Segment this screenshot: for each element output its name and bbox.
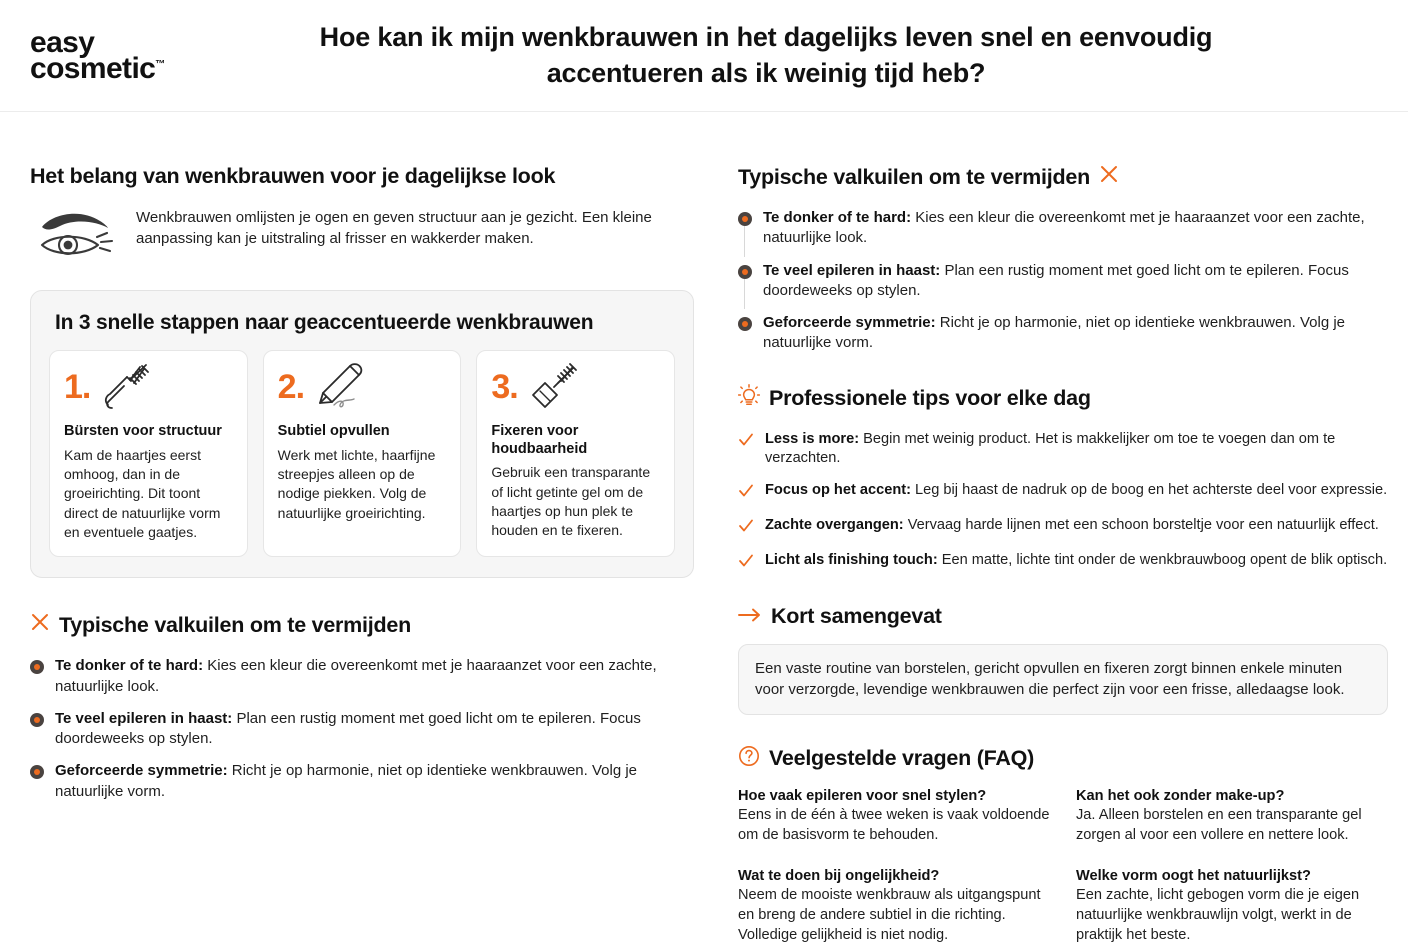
left-pitfalls-heading-label: Typische valkuilen om te vermijden: [59, 612, 411, 637]
faq-item-4: [1076, 867, 1388, 945]
bullet-dot-icon: [30, 660, 44, 674]
steps-panel-title: In 3 snelle stappen naar geaccentueerde wenkbrauwen: [55, 311, 594, 334]
list-item: [738, 510, 1388, 545]
summary-box: [738, 644, 1388, 715]
question-mark-circle-icon: [738, 745, 760, 773]
tip-4-body: Een matte, lichte tint onder de wenkbrauwboog opent de blik optisch.: [937, 551, 1388, 568]
bullet-dot-icon: [738, 265, 752, 279]
tip-3-text: [765, 516, 1379, 536]
steps-row: [49, 350, 675, 557]
tip-4-label: Licht als finishing touch:: [765, 551, 938, 568]
right-pitfall-1-body: Kies een kleur die overeenkomt met je haaraanzet voor een zachte, natuurlijke look.: [763, 209, 1365, 247]
step-2-body: Werk met lichte, haarfijne streepjes alleen op de nodige piekken. Volg de natuurlijke groeirichting.: [277, 446, 436, 521]
left-pitfall-3-body: Richt je op harmonie, niet op identieke wenkbrauwen. Volg je natuurlijke vorm.: [55, 762, 638, 800]
step-1-head: [64, 363, 233, 411]
tip-3-label: Zachte overgangen:: [765, 516, 904, 533]
arrow-right-icon: [738, 604, 762, 629]
left-pitfall-2-label: Te veel epileren in haast:: [55, 709, 233, 727]
faq-question-1: Hoe vaak epileren voor snel stylen?: [738, 787, 987, 804]
right-pitfall-3-body: Richt je op harmonie, niet op identieke wenkbrauwen. Volg je natuurlijke vorm.: [763, 314, 1346, 352]
step-3-number: 3.: [491, 368, 518, 406]
spoolie-brush-icon: [100, 361, 154, 414]
faq-heading-label: Veelgestelde vragen (FAQ): [769, 746, 1034, 771]
left-pitfall-2-text: [55, 709, 694, 750]
left-pitfalls-heading: [30, 612, 694, 638]
tip-2-label: Focus op het accent:: [765, 481, 911, 498]
list-item: [30, 650, 694, 703]
check-icon: [738, 483, 754, 504]
step-2-title: Subtiel opvullen: [277, 423, 390, 439]
faq-answer-4: Een zachte, licht gebogen vorm die je eigen natuurlijke wenkbrauwlijn volgt, werkt in de praktijk het beste.: [1076, 887, 1360, 943]
tip-3-body: Vervaag harde lijnen met een schoon borsteltje voor een natuurlijk effect.: [903, 516, 1379, 533]
check-icon: [738, 518, 754, 539]
intro-block: [30, 207, 694, 266]
list-item: [738, 475, 1388, 510]
close-x-icon: [30, 612, 50, 638]
left-pitfall-3-text: [55, 761, 694, 802]
step-3-title: Fixeren voor houdbaarheid: [491, 423, 588, 457]
summary-heading-label: Kort samengevat: [771, 603, 942, 628]
check-icon: [738, 553, 754, 574]
right-pitfall-1-label: Te donker of te hard:: [763, 209, 912, 226]
left-pitfalls-list: [30, 650, 694, 808]
pencil-icon: [314, 361, 368, 414]
right-pitfall-2-text: [763, 261, 1388, 302]
faq-item-1: [738, 787, 1050, 845]
faq-question-3: Wat te doen bij ongelijkheid?: [738, 868, 940, 885]
bullet-dot-icon: [738, 317, 752, 331]
right-pitfalls-heading: [738, 164, 1388, 190]
summary-text: Een vaste routine van borstelen, gericht opvullen en fixeren zorgt binnen enkele minuten voor verzorgde, levendige wenkbrauwen die perfect zijn voor een frisse, alledaagse look.: [755, 659, 1345, 698]
importance-heading: Het belang van wenkbrauwen voor je dagelijkse look: [30, 164, 556, 188]
intro-text: Wenkbrauwen omlijsten je ogen en geven structuur aan je gezicht. Een kleine aanpassing kan je uitstraling al frisser en wakkerder maken.: [136, 209, 652, 248]
check-icon: [738, 432, 754, 453]
bullet-dot-icon: [738, 212, 752, 226]
list-item: [738, 307, 1388, 360]
tips-heading: [738, 384, 1388, 414]
step-card-1: [49, 350, 248, 557]
faq-question-2: Kan het ook zonder make-up?: [1076, 787, 1285, 804]
brow-gel-wand-icon: [528, 361, 582, 414]
brand-logo-line2: cosmetic™: [30, 51, 166, 85]
faq-answer-2: Ja. Alleen borstelen en een transparante gel zorgen al voor een vollere en nettere look.: [1076, 807, 1362, 843]
tip-2-body: Leg bij haast de nadruk op de boog en het achterste deel voor expressie.: [910, 481, 1388, 498]
right-pitfalls-list: [738, 202, 1388, 360]
tip-1-label: Less is more:: [765, 430, 860, 447]
eye-brow-icon: [38, 207, 120, 266]
list-connector-line: [744, 226, 745, 257]
faq-item-3: [738, 867, 1050, 945]
right-pitfall-3-label: Geforceerde symmetrie:: [763, 314, 936, 331]
brand-logo: [30, 25, 240, 85]
right-pitfalls-heading-label: Typische valkuilen om te vermijden: [738, 164, 1090, 189]
tips-list: [738, 424, 1388, 580]
left-pitfall-1-label: Te donker of te hard:: [55, 657, 204, 675]
step-2-head: [278, 363, 447, 411]
close-x-icon: [1099, 164, 1119, 190]
bullet-dot-icon: [30, 765, 44, 779]
tips-heading-label: Professionele tips voor elke dag: [769, 386, 1091, 410]
tip-4-text: [765, 551, 1387, 571]
step-1-body: Kam de haartjes eerst omhoog, dan in de groeirichting. Dit toont direct de natuurlijke vorm en eventuele gaatjes.: [64, 446, 221, 540]
left-pitfall-2-body: Plan een rustig moment met goed licht om te epileren. Focus doordeweeks op stylen.: [55, 709, 641, 747]
left-pitfall-1-body: Kies een kleur die overeenkomt met je haaraanzet voor een zachte, natuurlijke look.: [55, 657, 657, 695]
step-1-title: Bürsten voor structuur: [64, 423, 222, 439]
left-pitfall-3-label: Geforceerde symmetrie:: [55, 762, 228, 780]
faq-grid: [738, 787, 1388, 945]
step-3-head: [491, 363, 660, 411]
list-item: [738, 424, 1388, 475]
trademark-symbol: ™: [155, 58, 166, 70]
right-pitfall-2-body: Plan een rustig moment met goed licht om te epileren. Focus doordeweeks op stylen.: [763, 261, 1349, 299]
tip-1-body: Begin met weinig product. Het is makkelijker om toe te voegen dan om te verzachten.: [765, 430, 1336, 467]
list-item: [738, 202, 1388, 255]
step-2-number: 2.: [277, 368, 305, 406]
faq-question-4: Welke vorm oogt het natuurlijkst?: [1076, 868, 1311, 885]
brand-logo-line1: easy: [30, 25, 95, 59]
right-pitfall-3-text: [763, 313, 1388, 354]
bullet-dot-icon: [30, 713, 44, 727]
left-column: [30, 164, 694, 808]
steps-panel: [30, 290, 694, 578]
step-1-number: 1.: [64, 368, 91, 406]
tip-1-text: [765, 430, 1388, 469]
lightbulb-icon: [738, 384, 760, 414]
list-item: [30, 703, 694, 756]
faq-answer-3: Neem de mooiste wenkbrauw als uitgangspunt en breng de andere subtiel in die richting. Volledige gelijkheid is niet nodig.: [738, 887, 1041, 943]
tip-2-text: [765, 481, 1387, 501]
step-card-3: [476, 350, 675, 557]
list-item: [738, 255, 1388, 308]
list-connector-line: [744, 279, 745, 310]
left-pitfall-1-text: [55, 656, 694, 697]
list-item: [738, 545, 1388, 580]
page-header: [0, 0, 1408, 112]
step-card-2: [263, 350, 462, 557]
faq-answer-1: Eens in de één à twee weken is vaak voldoende om de basisvorm te behouden.: [738, 807, 1050, 843]
right-pitfall-2-label: Te veel epileren in haast:: [763, 261, 941, 279]
summary-heading: [738, 604, 1388, 629]
page-title: Hoe kan ik mijn wenkbrauwen in het dagelijks leven snel en eenvoudig accentueren als ik weinig tijd heb?: [319, 22, 1213, 88]
right-pitfall-1-text: [763, 208, 1388, 249]
step-3-body: Gebruik een transparante of licht getinte gel om de haartjes op hun plek te houden en te fixeren.: [491, 464, 651, 539]
right-column: [738, 164, 1388, 945]
content-columns: [0, 112, 1408, 945]
list-item: [30, 755, 694, 808]
faq-heading: [738, 745, 1388, 773]
faq-item-2: [1076, 787, 1388, 845]
